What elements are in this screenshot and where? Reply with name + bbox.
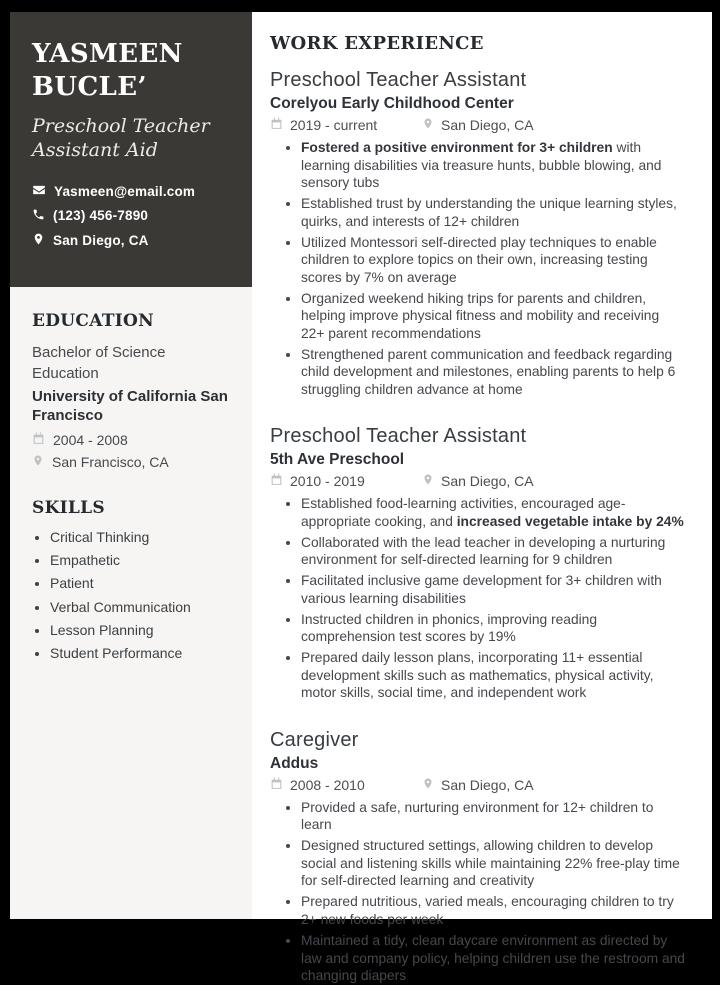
job-entry [270,425,686,702]
job-location-group [422,117,534,133]
job-bullet: • Established food-learning activities, encouraged age-appropriate cooking, and increased vegetable intake by 24% [301,495,686,530]
envelope-icon [32,183,46,200]
skill-item: • Patient [50,574,234,592]
skill-item: • Verbal Communication [50,598,234,616]
skills-section [32,498,234,662]
job-dates: 2008 - 2010 [290,776,365,793]
job-bullet: • Designed structured settings, allowing children to develop social and listening skills while maintaining 22% free-play time for self-directed learning and creativity [301,837,686,890]
job-bullet: • Organized weekend hiking trips for parents and children, helping improve physical fitness and mobility and receiving 22+ parent recommendations [301,290,686,343]
calendar-icon [270,117,283,133]
job-entry [270,69,686,398]
education-location: San Francisco, CA [52,454,169,471]
calendar-icon [270,777,283,793]
calendar-icon [32,432,45,448]
job-location-group [422,777,534,793]
contact-phone-row [32,208,232,224]
skill-item: • Student Performance [50,644,234,662]
job-meta-row [270,777,686,793]
skills-heading: SKILLS [32,498,105,519]
job-title: Preschool Teacher Assistant [270,425,527,448]
job-title: Caregiver [270,728,359,751]
job-title: Preschool Teacher Assistant [270,69,527,91]
job-meta-row [270,117,686,133]
job-dates: 2010 - 2019 [290,473,365,490]
skill-item: • Critical Thinking [50,528,234,546]
job-dates: 2019 - current [290,117,378,133]
person-name [32,38,232,105]
job-location: San Diego, CA [441,776,534,793]
contact-email: Yasmeen@email.com [54,183,196,199]
education-degree: Bachelor of Science Education [32,343,166,383]
job-meta-row [270,473,686,489]
resume-page [10,12,712,984]
person-title: Preschool Teacher Assistant Aid [32,114,210,162]
contact-location-row [32,232,232,249]
education-section [32,311,234,470]
job-dates-group [270,777,422,793]
calendar-icon [270,473,283,489]
job-bullet: • Facilitated inclusive game development for 3+ children with various learning disabilities [301,572,686,607]
job-company: Corelyou Early Childhood Center [270,95,514,112]
person-name-line2: BUCLE’ [32,72,147,103]
job-bullet-list [270,495,686,702]
location-pin-icon [422,777,434,793]
job-location: San Diego, CA [441,473,534,490]
job-bullet: • Instructed children in phonics, improving reading comprehension test scores by 19% [301,611,686,646]
education-dates: 2004 - 2008 [53,432,128,449]
job-bullet-list [270,139,686,398]
contact-email-row [32,183,232,200]
job-dates-group [270,117,422,133]
phone-icon [32,208,45,224]
location-pin-icon [32,454,44,470]
job-bullet-list [270,799,686,985]
job-bullet: • Strengthened parent communication and feedback regarding child development and milestones, enabling parents to help 6 struggling children advance at home [301,346,686,399]
job-location: San Diego, CA [441,117,534,133]
job-entry [270,729,686,985]
job-list [270,69,686,985]
header-block [10,12,252,287]
job-bullet: • Prepared daily lesson plans, incorporating 11+ essential development skills such as mathematics, physical activity, motor skills, social time, and independent work [301,649,686,702]
location-pin-icon [32,232,45,249]
main-content [252,12,712,984]
education-school: University of California San Francisco [32,387,228,425]
job-bullet: • Fostered a positive environment for 3+ children with learning disabilities via treasure hunts, bubble blowing, and sensory tubs [301,139,686,192]
job-location-group [422,473,534,489]
location-pin-icon [422,117,434,133]
job-bullet: • Established trust by understanding the unique learning styles, quirks, and interests of 12+ children [301,195,686,230]
job-bullet: • Collaborated with the lead teacher in developing a nurturing environment for self-directed learning for 9 children [301,534,686,569]
contact-phone: (123) 456-7890 [53,208,149,224]
contact-block [32,183,232,249]
location-pin-icon [422,473,434,489]
skills-list [32,528,234,662]
job-dates-group [270,473,422,489]
sidebar-body [10,287,252,662]
person-name-line1: YASMEEN [32,39,183,69]
job-bullet: • Maintained a tidy, clean daycare environment as directed by law and company policy, helping children use the restroom and changing diapers [301,932,686,985]
education-heading: EDUCATION [32,310,154,331]
job-company: Addus [270,754,319,772]
job-company: 5th Ave Preschool [270,451,405,469]
work-experience-heading: WORK EXPERIENCE [270,33,484,54]
education-dates-row [32,432,234,448]
job-bullet: • Provided a safe, nurturing environment for 12+ children to learn [301,799,686,834]
skill-item: • Empathetic [50,551,234,569]
job-bullet: • Utilized Montessori self-directed play techniques to enable children to explore topics on their own, increasing testing scores by 7% on average [301,234,686,287]
sidebar [10,12,252,919]
skill-item: • Lesson Planning [50,621,234,639]
education-location-row [32,454,234,470]
contact-location: San Diego, CA [53,232,149,248]
job-bullet: • Prepared nutritious, varied meals, encouraging children to try 2+ new foods per week [301,893,686,928]
